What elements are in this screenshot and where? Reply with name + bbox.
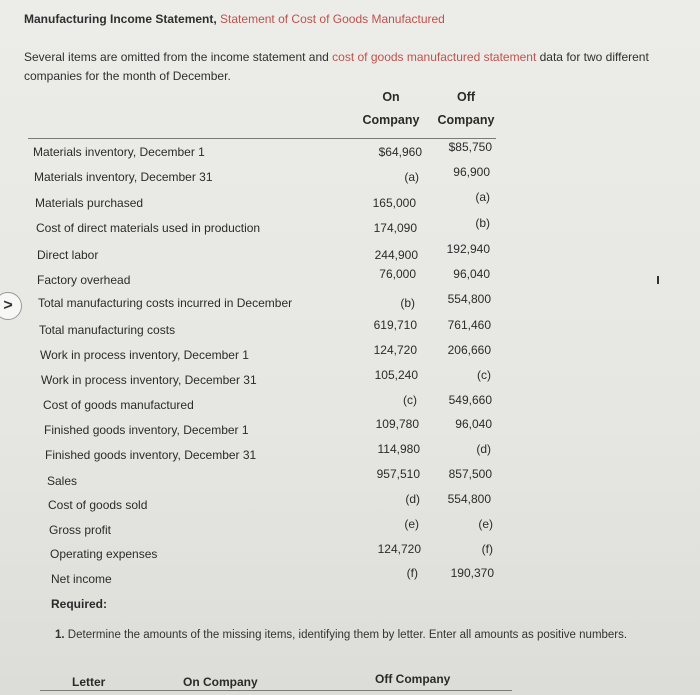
- row-value-on: (f): [406, 566, 418, 580]
- row-label: Gross profit: [49, 523, 112, 537]
- required-heading: Required:: [51, 597, 108, 611]
- row-label: Cost of goods sold: [48, 498, 148, 512]
- table-row-off: [48, 492, 491, 514]
- question-number: 1.: [55, 629, 65, 641]
- table-row-off: [49, 517, 493, 539]
- answer-header-on-company: On Company: [183, 675, 258, 689]
- row-label: Work in process inventory, December 31: [41, 373, 257, 387]
- row-value-off: $85,750: [448, 140, 492, 154]
- table-row-off: [37, 267, 490, 289]
- row-value-on: 619,710: [373, 318, 417, 332]
- row-label: Net income: [51, 572, 112, 586]
- column-header-off-line2: Company: [437, 113, 495, 127]
- row-label: Factory overhead: [37, 273, 131, 287]
- cursor-mark: [657, 276, 659, 284]
- table-row-off: [51, 566, 494, 588]
- table-row-off: [44, 417, 492, 439]
- row-value-on: $64,960: [378, 145, 422, 159]
- column-header-off-line1: Off: [456, 90, 476, 104]
- table-header-rule: [28, 138, 496, 139]
- table-row-off: [41, 368, 491, 390]
- table-row-off: [50, 542, 493, 564]
- row-label: Direct labor: [37, 248, 99, 262]
- row-value-off: 554,800: [447, 292, 491, 306]
- row-value-on: (c): [403, 393, 417, 407]
- intro-text-start: Several items are omitted from the income statement and: [24, 50, 329, 64]
- chevron-right-icon: >: [3, 297, 13, 314]
- row-value-off: 96,040: [455, 417, 492, 431]
- intro-link-cogm-statement[interactable]: cost of goods manufactured statement: [332, 50, 537, 64]
- row-value-on: 124,720: [377, 542, 421, 556]
- row-label: Materials purchased: [35, 196, 144, 210]
- row-value-off: 554,800: [447, 492, 491, 506]
- answer-header-letter: Letter: [72, 675, 106, 689]
- answer-header-off-company: Off Company: [375, 672, 451, 686]
- row-value-on: (a): [404, 170, 419, 184]
- table-row-off: [40, 343, 491, 365]
- table-row-off: [33, 140, 492, 162]
- row-label: Operating expenses: [50, 547, 158, 561]
- row-label: Sales: [47, 474, 78, 488]
- row-value-on: 105,240: [374, 368, 418, 382]
- row-value-off: (a): [475, 190, 490, 204]
- page-title: [24, 12, 445, 26]
- row-label: Total manufacturing costs: [39, 323, 176, 337]
- row-value-on: (d): [405, 492, 420, 506]
- row-label: Work in process inventory, December 1: [40, 348, 249, 362]
- row-label: Materials inventory, December 1: [33, 145, 205, 159]
- row-value-on: 174,090: [373, 221, 417, 235]
- row-label: Cost of goods manufactured: [43, 398, 194, 412]
- row-value-on: (b): [400, 296, 415, 310]
- row-value-off: (f): [481, 542, 493, 556]
- row-value-on: 165,000: [372, 196, 416, 210]
- question-text: Determine the amounts of the missing items, identifying them by letter. Enter all amounts as positive numbers.: [67, 629, 628, 641]
- column-header-off-company: [432, 86, 500, 132]
- question-1: [55, 626, 675, 644]
- table-row-off: [43, 393, 492, 415]
- row-value-off: 761,460: [447, 318, 491, 332]
- table-row-off: [37, 242, 490, 264]
- row-value-off: (d): [476, 442, 491, 456]
- table-row-off: [35, 190, 490, 212]
- row-value-off: (e): [478, 517, 493, 531]
- row-value-on: 76,000: [379, 267, 416, 281]
- table-row-off: [38, 292, 491, 314]
- table-row-off: [45, 442, 491, 464]
- row-value-off: (b): [475, 216, 490, 230]
- table-row-off: [36, 216, 490, 238]
- row-value-on: 114,980: [377, 442, 420, 456]
- row-value-off: 192,940: [446, 242, 490, 256]
- row-value-on: (e): [404, 517, 419, 531]
- answer-table-rule: [40, 690, 512, 691]
- column-header-on-line1: On: [382, 90, 400, 104]
- table-row-off: [34, 165, 490, 187]
- row-value-on: 244,900: [374, 248, 418, 262]
- row-value-on: 957,510: [376, 467, 420, 481]
- row-value-on: 124,720: [373, 343, 417, 357]
- row-value-off: 96,040: [453, 267, 490, 281]
- row-value-off: (c): [477, 368, 491, 382]
- column-header-on-company: [356, 86, 426, 132]
- table-row-off: [47, 467, 492, 489]
- row-label: Cost of direct materials used in production: [36, 221, 261, 235]
- title-text: Manufacturing Income Statement,: [24, 12, 217, 26]
- row-label: Finished goods inventory, December 31: [45, 448, 257, 462]
- row-value-off: 190,370: [450, 566, 494, 580]
- row-value-off: 206,660: [447, 343, 491, 357]
- row-label: Materials inventory, December 31: [34, 170, 213, 184]
- intro-text-end: data for two different companies for the month of December.: [24, 50, 649, 83]
- row-value-on: 109,780: [375, 417, 419, 431]
- row-value-off: 857,500: [448, 467, 492, 481]
- intro-paragraph: [24, 48, 674, 86]
- row-value-off: 549,660: [448, 393, 492, 407]
- column-header-on-line2: Company: [362, 113, 420, 127]
- row-label: Total manufacturing costs incurred in December: [38, 296, 293, 310]
- title-link-cost-of-goods[interactable]: Statement of Cost of Goods Manufactured: [220, 12, 445, 26]
- table-row-off: [39, 318, 491, 340]
- expand-arrow-button[interactable]: [0, 292, 22, 320]
- row-label: Finished goods inventory, December 1: [44, 423, 249, 437]
- row-value-off: 96,900: [453, 165, 490, 179]
